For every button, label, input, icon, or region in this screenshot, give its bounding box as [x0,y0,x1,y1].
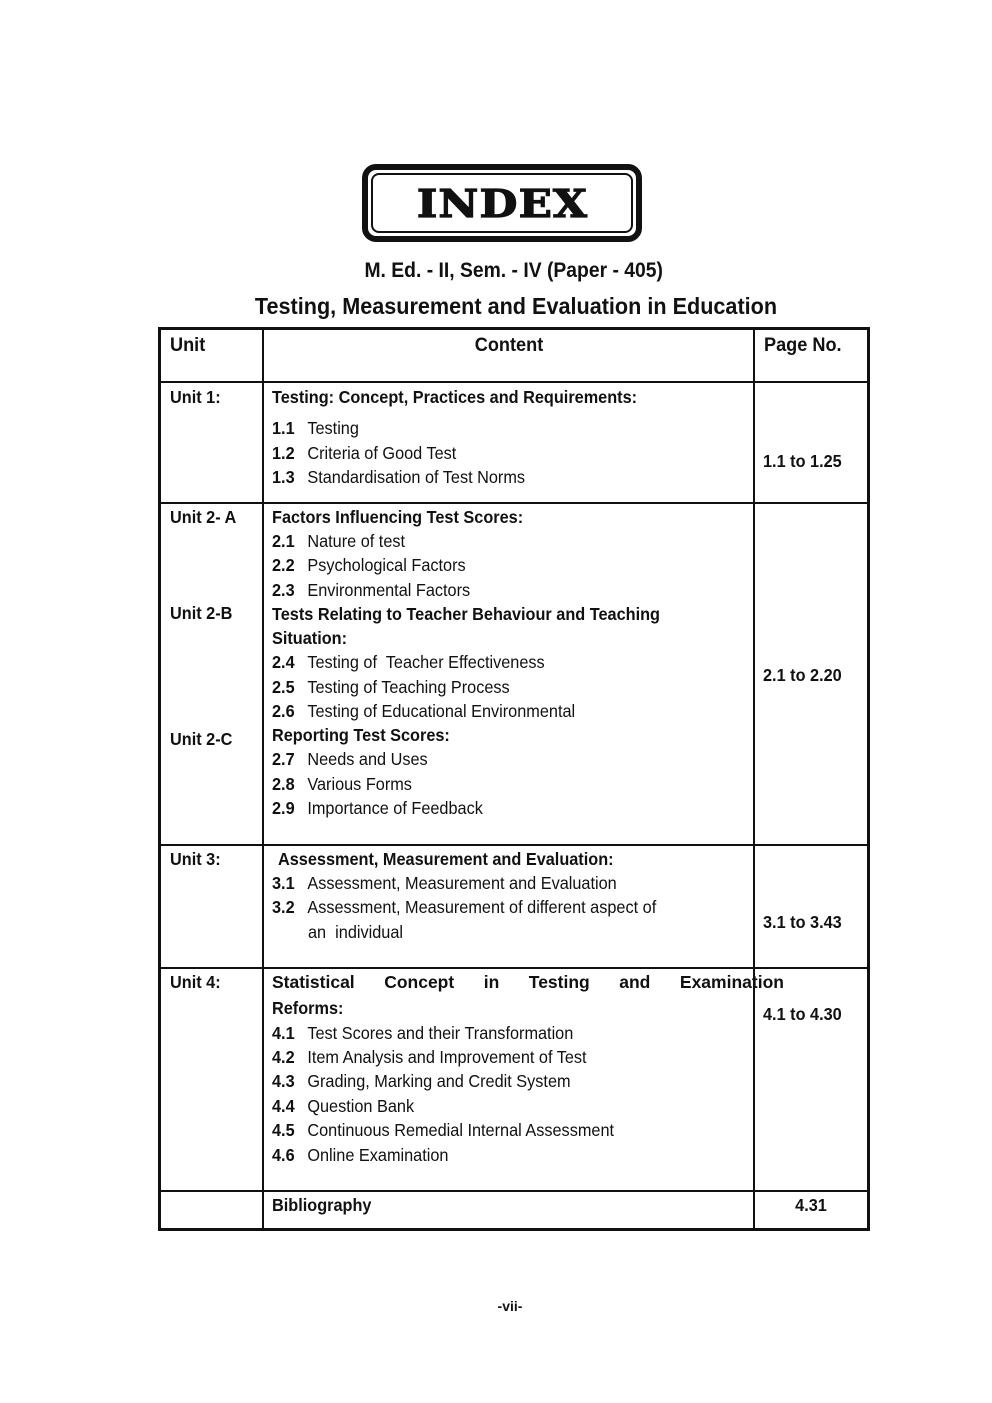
page-range: 2.1 to 2.20 [763,665,842,685]
unit-label: Unit 1: [170,387,221,407]
course-subtitle: M. Ed. - II, Sem. - IV (Paper - 405) [364,259,663,282]
column-header-page-no: Page No. [764,334,842,356]
list-item: 2.1 Nature of test [272,531,406,551]
list-item: 2.9 Importance of Feedback [272,798,483,818]
page-range: 1.1 to 1.25 [763,451,842,471]
list-item: 4.3 Grading, Marking and Credit System [272,1071,571,1091]
list-item: 1.3 Standardisation of Test Norms [272,467,526,487]
page-range: 4.1 to 4.30 [763,1004,842,1024]
unit-heading: Tests Relating to Teacher Behaviour and Teaching [272,604,660,624]
list-item: 2.8 Various Forms [272,774,412,794]
list-item: 4.6 Online Examination [272,1145,449,1165]
row-divider [161,844,867,846]
unit-label: Unit 3: [170,849,221,869]
list-item: 3.2 Assessment, Measurement of different aspect of [272,897,657,917]
unit-label: Unit 2-B [170,603,233,623]
index-title-frame [362,164,642,242]
column-header-unit: Unit [170,334,206,356]
unit-heading: Statistical Concept in Testing and Examination [272,972,784,992]
list-item: 2.4 Testing of Teacher Effectiveness [272,652,545,672]
unit-heading-continuation: Situation: [272,628,348,648]
list-item: 1.2 Criteria of Good Test [272,443,457,463]
list-item: 2.5 Testing of Teaching Process [272,677,510,697]
list-item: 2.3 Environmental Factors [272,580,471,600]
row-divider [161,1190,867,1192]
unit-heading: Testing: Concept, Practices and Requirements: [272,387,638,407]
row-divider [161,502,867,504]
unit-label: Unit 2- A [170,507,237,527]
index-table [158,327,870,1231]
index-title-inner-frame [371,173,633,233]
unit-label: Unit 4: [170,972,221,992]
list-item: 2.6 Testing of Educational Environmental [272,701,576,721]
unit-heading-continuation: Reforms: [272,998,344,1018]
list-item: 4.1 Test Scores and their Transformation [272,1023,574,1043]
index-title: INDEX [416,180,588,226]
page-range: 3.1 to 3.43 [763,912,842,932]
row-divider [161,381,867,383]
unit-label: Unit 2-C [170,729,233,749]
unit-heading: Assessment, Measurement and Evaluation: [278,849,614,869]
subject-title: Testing, Measurement and Evaluation in Education [254,293,778,319]
bibliography-label: Bibliography [272,1195,372,1215]
column-divider [753,330,755,1228]
list-item: 4.4 Question Bank [272,1096,415,1116]
list-item-continuation: an individual [308,922,404,942]
column-header-content: Content [474,334,544,356]
list-item: 4.5 Continuous Remedial Internal Assessment [272,1120,615,1140]
unit-heading: Factors Influencing Test Scores: [272,507,524,527]
row-divider [161,967,867,969]
bibliography-page: 4.31 [795,1195,827,1215]
list-item: 4.2 Item Analysis and Improvement of Test [272,1047,587,1067]
list-item: 2.7 Needs and Uses [272,749,428,769]
list-item: 2.2 Psychological Factors [272,555,466,575]
list-item: 1.1 Testing [272,418,359,438]
list-item: 3.1 Assessment, Measurement and Evaluation [272,873,617,893]
page-number: -vii- [497,1298,523,1314]
column-divider [262,330,264,1228]
unit-heading: Reporting Test Scores: [272,725,450,745]
